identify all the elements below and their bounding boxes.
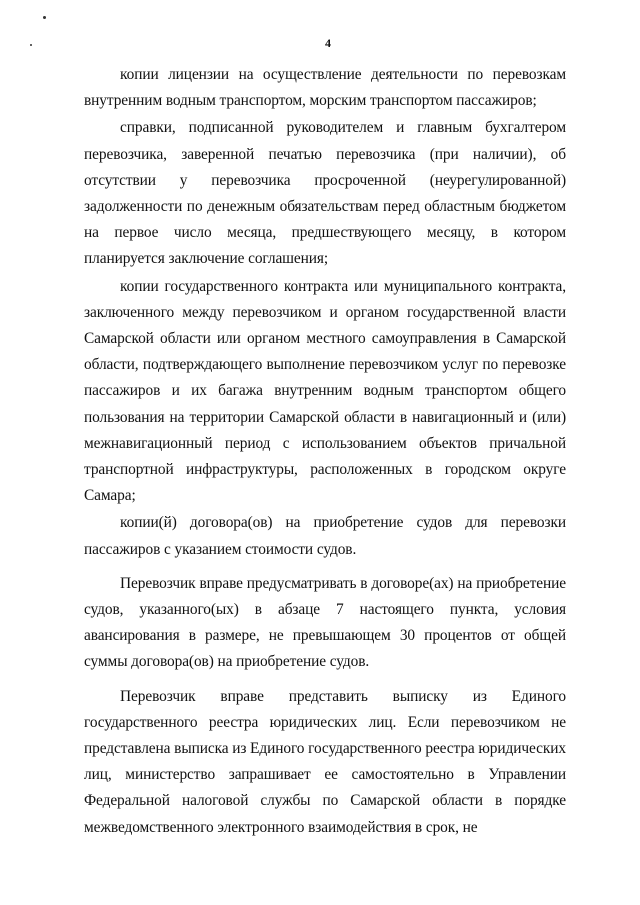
paragraph-advance-payment: Перевозчик вправе предусматривать в договоре(ах) на приобретение судов, указанного(ых) в абзаце 7 настоящего пункта, условия авансирования в размере, не превышающем 30 процентов от общей суммы договора(ов) на приобретение судов. — [84, 574, 566, 671]
paragraph-contract-copies: копии государственного контракта или муниципального контракта, заключенного между перевозчиком и органом государственной власти Самарской области или органом местного самоуправления в Самарской области, подтверждающего выполнение перевозчиком услуг по перевозке пассажиров и их багажа внутренним водным транспортом общего пользования на территории Самарской области в навигационный и (или) межнавигационный период с использованием объектов причальной транспортной инфраструктуры, расположенных в городском округе Самара; — [84, 277, 566, 505]
scan-speck — [43, 16, 46, 19]
paragraph-vessel-purchase-contracts: копии(й) договора(ов) на приобретение судов для перевозки пассажиров с указанием стоимости судов. — [84, 514, 566, 558]
document-body — [84, 62, 566, 842]
paragraph-registry-extract: Перевозчик вправе представить выписку из Единого государственного реестра юридических лиц. Если перевозчиком не представлена выписка из Единого государственного реестра юридических лиц, министерство запрашивает ее самостоятельно в Управлении Федеральной налоговой службы по Самарской области в порядке межведомственного электронного взаимодействия в срок, не — [84, 687, 567, 836]
paragraph-license-copies: копии лицензии на осуществление деятельности по перевозкам внутренним водным транспортом, морским транспортом пассажиров; — [84, 66, 566, 110]
paragraph-debt-certificate: справки, подписанной руководителем и главным бухгалтером перевозчика, заверенной печатью перевозчика (при наличии), об отсутствии у перевозчика просроченной (неурегулированной) задолженности по денежным обязательствам перед областным бюджетом на первое число месяца, предшествующего месяцу, в котором планируется заключение соглашения; — [84, 119, 566, 268]
page-number: 4 — [325, 36, 331, 50]
